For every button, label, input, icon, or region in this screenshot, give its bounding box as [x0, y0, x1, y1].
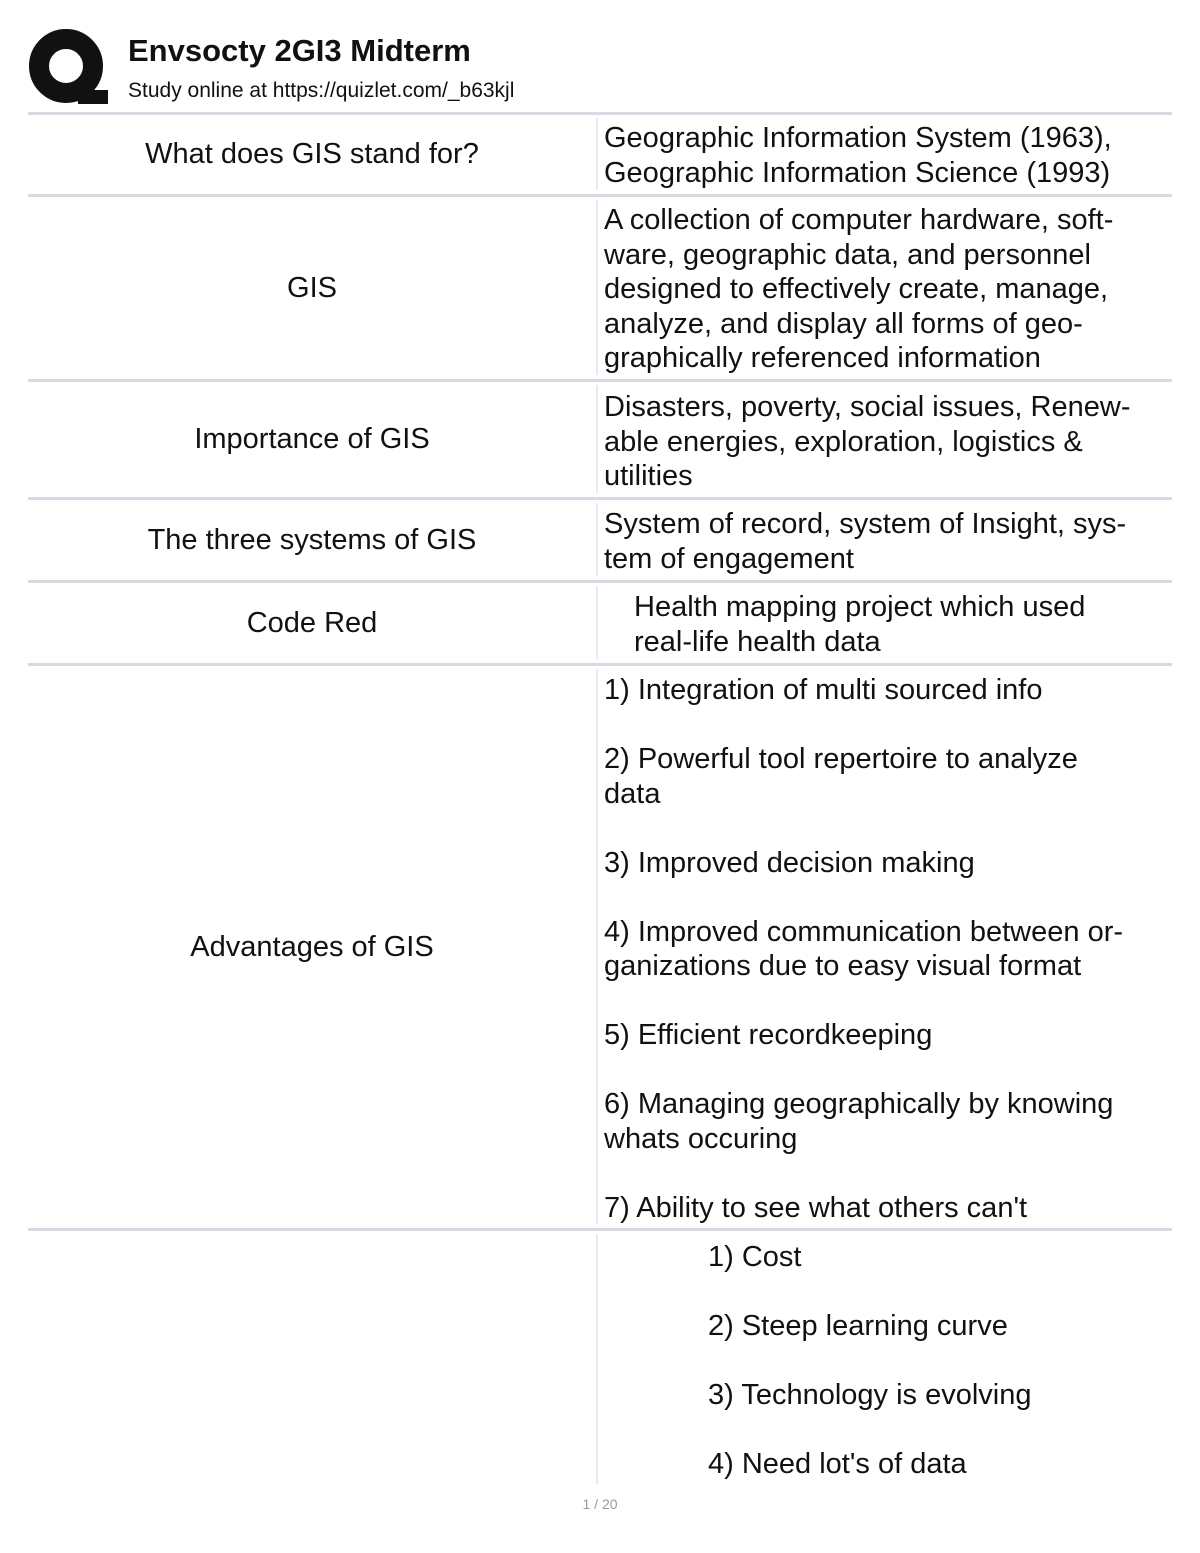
definition-line: Geographic Information Science (1993)	[604, 156, 1111, 189]
card-definition	[604, 507, 1164, 576]
list-item: 2) Powerful tool repertoire to analyze data	[604, 743, 1078, 810]
card-term: Importance of GIS	[194, 423, 430, 455]
list-item: 3) Technology is evolving	[708, 1379, 1032, 1411]
definition-line: able energies, exploration, logistics &	[604, 425, 1083, 458]
column-separator	[596, 385, 598, 493]
definition-line: utilities	[604, 460, 693, 492]
list-item: 1) Integration of multi sourced info	[604, 674, 1043, 706]
definition-line: Health mapping project which used	[634, 591, 1086, 623]
list-item: 4) Improved communication between or- ganizations due to easy visual format	[604, 915, 1124, 982]
card-term	[28, 1231, 596, 1486]
page-header	[0, 0, 1200, 112]
page-number: 1 / 20	[582, 1496, 618, 1512]
card-term: What does GIS stand for?	[145, 138, 479, 170]
list-item: 7) Ability to see what others can't	[604, 1191, 1028, 1224]
definition-line: Disasters, poverty, social issues, Renew-	[604, 391, 1131, 423]
card-term: The three systems of GIS	[147, 523, 477, 556]
definition-line: A collection of computer hardware, soft-	[604, 204, 1114, 236]
list-item: 3) Improved decision making	[604, 846, 975, 879]
quizlet-logo-icon	[28, 28, 108, 108]
list-item: 5) Efficient recordkeeping	[604, 1019, 933, 1051]
card-definition-list	[708, 1240, 1164, 1482]
list-item: 1) Cost	[708, 1241, 802, 1273]
definition-line: graphically referenced information	[604, 342, 1041, 374]
card-definition	[634, 590, 1164, 659]
column-separator	[596, 586, 598, 659]
card-term: Advantages of GIS	[190, 930, 434, 963]
column-separator	[596, 200, 598, 375]
definition-line: analyze, and display all forms of geo-	[604, 307, 1083, 340]
study-link[interactable]: Study online at https://quizlet.com/_b63kjl	[128, 79, 515, 102]
column-separator	[596, 503, 598, 576]
definition-line: designed to effectively create, manage,	[604, 273, 1109, 305]
definition-line: System of record, system of Insight, sys-	[604, 508, 1127, 540]
list-item: 6) Managing geographically by knowing whats occuring	[604, 1088, 1114, 1155]
list-item: 2) Steep learning curve	[708, 1310, 1008, 1342]
card-term: GIS	[287, 271, 337, 304]
column-separator	[596, 1234, 598, 1484]
definition-line: tem of engagement	[604, 542, 854, 575]
card-term: Code Red	[246, 606, 378, 639]
card-definition	[604, 390, 1164, 494]
card-definition	[604, 121, 1164, 190]
definition-line: real-life health data	[634, 625, 881, 658]
column-separator	[596, 669, 598, 1224]
list-item: 4) Need lot's of data	[708, 1448, 967, 1480]
definition-line: Geographic Information System (1963),	[604, 122, 1112, 154]
card-definition	[604, 203, 1164, 376]
page-title: Envsocty 2GI3 Midterm	[128, 33, 471, 68]
card-definition-list	[604, 673, 1164, 1225]
definition-line: ware, geographic data, and personnel	[604, 238, 1091, 271]
column-separator	[596, 118, 598, 190]
